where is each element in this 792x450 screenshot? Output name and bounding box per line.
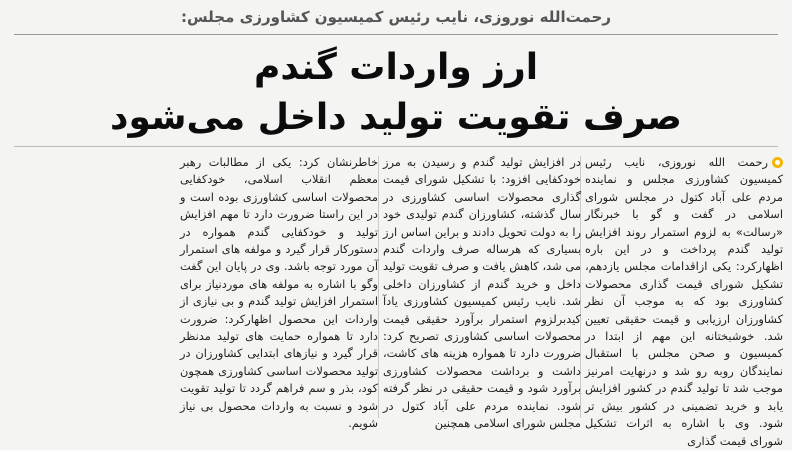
- column-3-text: خاطرنشان کرد: یکی از مطالبات رهبر معظم انقلاب اسلامی، خودکفایی محصولات اساسی کشاورزی بوده است و در این راستا ضرورت دارد تا مهم افزایش تولید و خودکفایی گندم همواره در دستورکار قرار گیرد و مولفه های استمرار آن مورد توجه باشد. وی در پایان این گفت وگو با اشاره به مولفه های موردنیاز برای استمرار افزایش تولید گندم و بی نیازی از واردات این محصول اظهارکرد: ضرورت دارد تا همواره حمایت های تولید مدنظر قرار گیرد و نیازهای ابتدایی کشاورزان در تولید محصولات اساسی کشاورزی همچون کود، بذر و سم فراهم گردد تا تولید تقویت شود و نسبت به واردات محصول بی نیاز شویم.: [180, 155, 378, 431]
- kicker-subtitle: رحمت‌الله نوروزی، نایب رئیس کمیسیون کشاورزی مجلس:: [180, 8, 612, 26]
- bullet-icon: [772, 157, 783, 168]
- column-1-paragraph: [585, 154, 783, 450]
- article-column-1: [585, 154, 783, 448]
- column-2-text: در افزایش تولید گندم و رسیدن به مرز خودکفایی افزود: با تشکیل شورای قیمت گذاری محصولات اساسی کشاورزی در سال گذشته، کشاورزان گندم تولیدی خود را به دولت تحویل دادند و براین اساس ارز بسیاری که هرساله صرف واردات گندم می شد، کاهش یافت و صرف تقویت تولید داخل و خرید گندم از کشاورزان داخلی شد. نایب رئیس کمیسیون کشاورزی یادآ کیدبرلزوم استمرار برآورد حقیقی قیمت محصولات اساسی کشاورزی تصریح کرد: ضرورت دارد تا همواره هزینه های کاشت، داشت و برداشت محصولات کشاورزی برآورد شود و قیمت حقیقی در نظر گرفته شود. نماینده مردم علی آباد کتول در مجلس شورای اسلامی همچنین: [383, 155, 581, 431]
- article-column-3: [180, 154, 378, 431]
- article-column-2: [383, 154, 581, 431]
- column-divider: [378, 156, 379, 418]
- headline-line-2: صرف تقویت تولید داخل می‌شود: [110, 97, 682, 138]
- kicker-divider: [14, 34, 778, 35]
- headline-line-1: ارز واردات گندم: [253, 47, 539, 88]
- column-1-text: رحمت الله نوروزی، نایب رئیس کمیسیون کشاورزی مجلس و نماینده مردم علی آباد کتول در مجلس شورای اسلامی در گفت و گو با خبرنگار «رسالت» به لزوم استمرار روند افزایش تولید گندم پرداخت و در این باره اظهارکرد: یکی ازاقدامات مجلس یازدهم، تشکیل شورای قیمت گذاری محصولات کشاورزی بود که به موجب آن نظر کشاورزان ارزیابی و قیمت حقیقی تعیین شد. خوشبختانه این مهم از ابتدا در کمیسیون و صحن مجلس با استقبال نمایندگان روبه رو شد و درنهایت امرنیز موجب شد تا تولید گندم در کشور افزایش یابد و خرید تضمینی در کشور بیش تر شود. وی با اشاره به اثرات تشکیل شورای قیمت گذاری: [585, 155, 783, 448]
- headline-divider: [14, 146, 778, 147]
